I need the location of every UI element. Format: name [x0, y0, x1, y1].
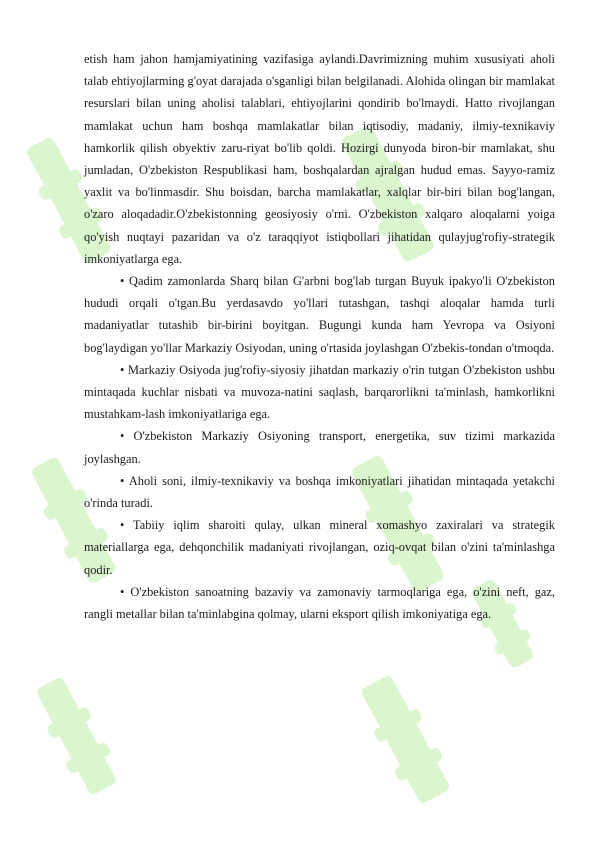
- document-body: [84, 48, 555, 625]
- watermark-mark: [28, 672, 125, 800]
- paragraph-intro: etish ham jahon hamjamiyatining vazifasiga aylandi.Davrimizning muhim xususiyati aholi talab ehtiyojlarming g'oyat darajada o'sganligi bilan belgilanadi. Alohida olingan bir mamlakat resurslari bilan uning aholisi talablari, ehtiyojlarini qondirib bo'lmaydi. Hatto rivojlangan mamlakat uchun ham boshqa mamlakatlar bilan iqtisodiy, madaniy, ilmiy-texnikaviy hamkorlik qilish obyektiv zaru-riyat bo'lib qoldi. Hozirgi dunyoda biron-bir mamlakat, shu jumladan, O'zbekiston Respublikasi ham, boshqalardan ajralgan hudud emas. Sayyo-ramiz yaxlit va bo'linmasdir. Shu boisdan, barcha mamlakatlar, xalqlar bir-biri bilan bog'langan, o'zaro aloqadadir.O'zbekistonning geosiyosiy o'rni. O'zbekiston xalqaro aloqalarni yoiga qo'yish nuqtayi pazaridan va o'z taraqqiyot istiqbollari jihatidan qulayjug'rofiy-strategik imkoniyatlarga ega.: [84, 52, 555, 266]
- paragraph-silk-road: • Qadim zamonlarda Sharq bilan G'arbni bog'lab turgan Buyuk ipakyo'li O'zbekiston hududi orqali o'tgan.Bu yerdasavdo yo'llari tutashgan, tashqi aloqalar hamda turli madaniyatlar tutashib bir-birini boyitgan. Bugungi kunda ham Yevropa va Osiyoni bog'laydigan yo'llar Markaziy Osiyodan, uning o'rtasida joylashgan O'zbekis-tondan o'tmoqda.: [84, 274, 555, 355]
- paragraph-natural-resources: • Tabiiy iqlim sharoiti qulay, ulkan mineral xomashyo zaxiralari va strategik materiallarga ega, dehqonchilik madaniyati rivojlangan, oziq-ovqat bilan o'zini ta'minlashga qodir.: [84, 518, 555, 577]
- paragraph-industry: • O'zbekiston sanoatning bazaviy va zamonaviy tarmoqlariga ega, o'zini neft, gaz, rangli metallar bilan ta'minlabgina qolmay, ularni eksport qilish imkoniyatiga ega.: [84, 584, 555, 622]
- paragraph-central-asia-position: • Markaziy Osiyoda jug'rofiy-siyosiy jihatdan markaziy o'rin tutgan O'zbekiston ushbu mintaqada kuchlar nisbati va muvoza-natini saqlash, barqarorlikni ta'minlash, hamkorlikni mustahkam-lash imkoniyatlariga ega.: [84, 362, 555, 422]
- paragraph-transport-energy: • O'zbekiston Markaziy Osiyoning transport, energetika, suv tizimi markazida joylashgan.: [84, 429, 555, 466]
- watermark-mark: [353, 670, 458, 808]
- paragraph-population: • Aholi soni, ilmiy-texnikaviy va boshqa imkoniyatlari jihatidan mintaqada yetakchi o'rinda turadi.: [84, 473, 555, 511]
